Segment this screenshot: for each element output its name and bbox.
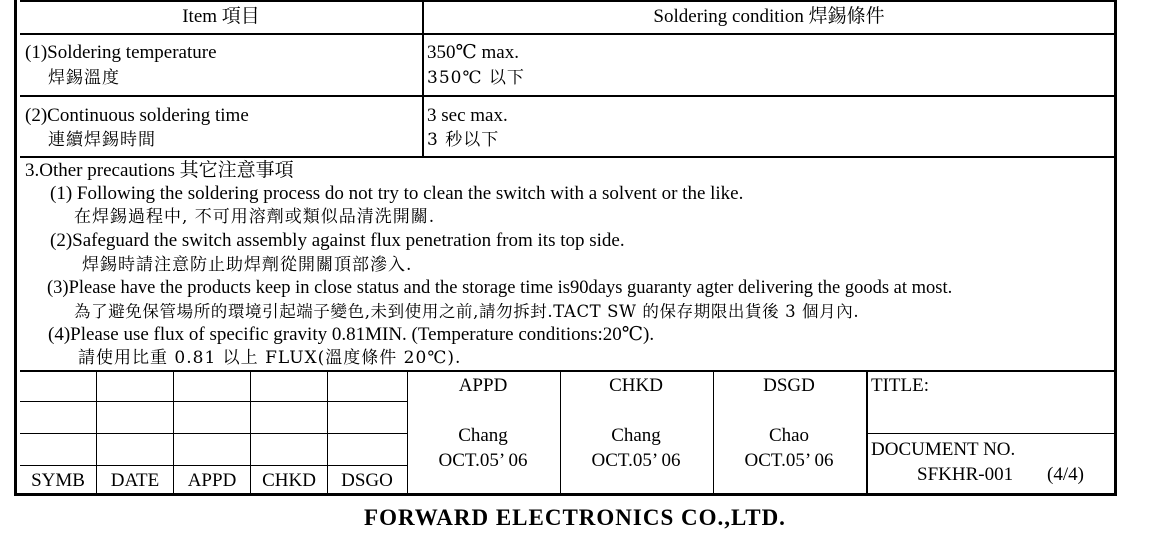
row2-item-en: (2)Continuous soldering time [25, 105, 249, 126]
doc-page: (4/4) [1047, 464, 1084, 485]
rev-col-date: DATE [110, 470, 160, 491]
line-row2 [20, 156, 1114, 158]
rev-line-v1 [96, 371, 97, 494]
rev-col-dsgo: DSGO [341, 470, 393, 491]
appd-date: OCT.05’ 06 [438, 450, 528, 471]
appd-name: Chang [458, 425, 508, 446]
precaution-2-zh: 焊錫時請注意防止助焊劑從開關頂部滲入. [82, 255, 413, 275]
line-row1 [20, 95, 1114, 97]
rev-line-v4 [327, 371, 328, 494]
line-bottom-block [20, 370, 1114, 372]
doc-no-label: DOCUMENT NO. [871, 439, 1016, 460]
company-footer: FORWARD ELECTRONICS CO.,LTD. [364, 505, 786, 530]
precaution-3-zh: 為了避免保管場所的環境引起端子變色,未到使用之前,請勿拆封.TACT SW 的保存期限出貨後 3 個月內. [74, 302, 860, 321]
rev-line-h1 [20, 401, 407, 402]
precaution-1-en: (1) Following the soldering process do not try to clean the switch with a solvent or the like. [50, 183, 744, 204]
line-top [20, 0, 1114, 2]
rev-line-h3 [20, 465, 407, 466]
dsgd-name: Chao [768, 425, 810, 446]
doc-no-value: SFKHR-001 [917, 464, 1014, 485]
rev-line-h2 [20, 433, 407, 434]
appr-line-v1 [560, 371, 561, 494]
dsgd-label: DSGD [763, 375, 815, 396]
row2-cond-2: 3 秒以下 [427, 130, 500, 150]
row1-cond-1: 350℃ max. [427, 42, 519, 63]
header-item: Item 項目 [182, 6, 260, 27]
row1-item-zh: 焊錫溫度 [48, 68, 120, 88]
row2-item-zh: 連續焊錫時間 [48, 130, 156, 150]
title-line-h [867, 433, 1114, 434]
line-header [20, 33, 1114, 35]
precaution-4-zh: 請使用比重 0.81 以上 FLUX(溫度條件 20℃). [78, 348, 462, 368]
appr-line-v2 [713, 371, 714, 494]
appd-label: APPD [458, 375, 508, 396]
rev-line-v2 [173, 371, 174, 494]
chkd-name: Chang [611, 425, 661, 446]
rev-line-v5 [407, 371, 408, 494]
precaution-4-en: (4)Please use flux of specific gravity 0.81MIN. (Temperature conditions:20℃). [48, 324, 655, 345]
row2-cond-1: 3 sec max. [427, 105, 508, 126]
line-col-divider [422, 0, 424, 157]
title-label: TITLE: [871, 375, 930, 396]
dsgd-date: OCT.05’ 06 [744, 450, 834, 471]
rev-col-appd: APPD [187, 470, 237, 491]
precaution-2-en: (2)Safeguard the switch assembly against flux penetration from its top side. [50, 230, 625, 251]
rev-col-symb: SYMB [31, 470, 85, 491]
row1-cond-2: 350℃ 以下 [427, 68, 525, 88]
rev-col-chkd: CHKD [262, 470, 316, 491]
chkd-date: OCT.05’ 06 [591, 450, 681, 471]
precaution-3-en: (3)Please have the products keep in close status and the storage time is90days guaranty agter delivering the goods at most. [47, 278, 953, 298]
precautions-title: 3.Other precautions 其它注意事項 [25, 160, 294, 181]
rev-line-v3 [250, 371, 251, 494]
chkd-label: CHKD [609, 375, 663, 396]
row1-item-en: (1)Soldering temperature [25, 42, 217, 63]
header-condition: Soldering condition 焊錫條件 [653, 6, 885, 27]
precaution-1-zh: 在焊錫過程中, 不可用溶劑或類似品清洗開關. [74, 207, 436, 227]
